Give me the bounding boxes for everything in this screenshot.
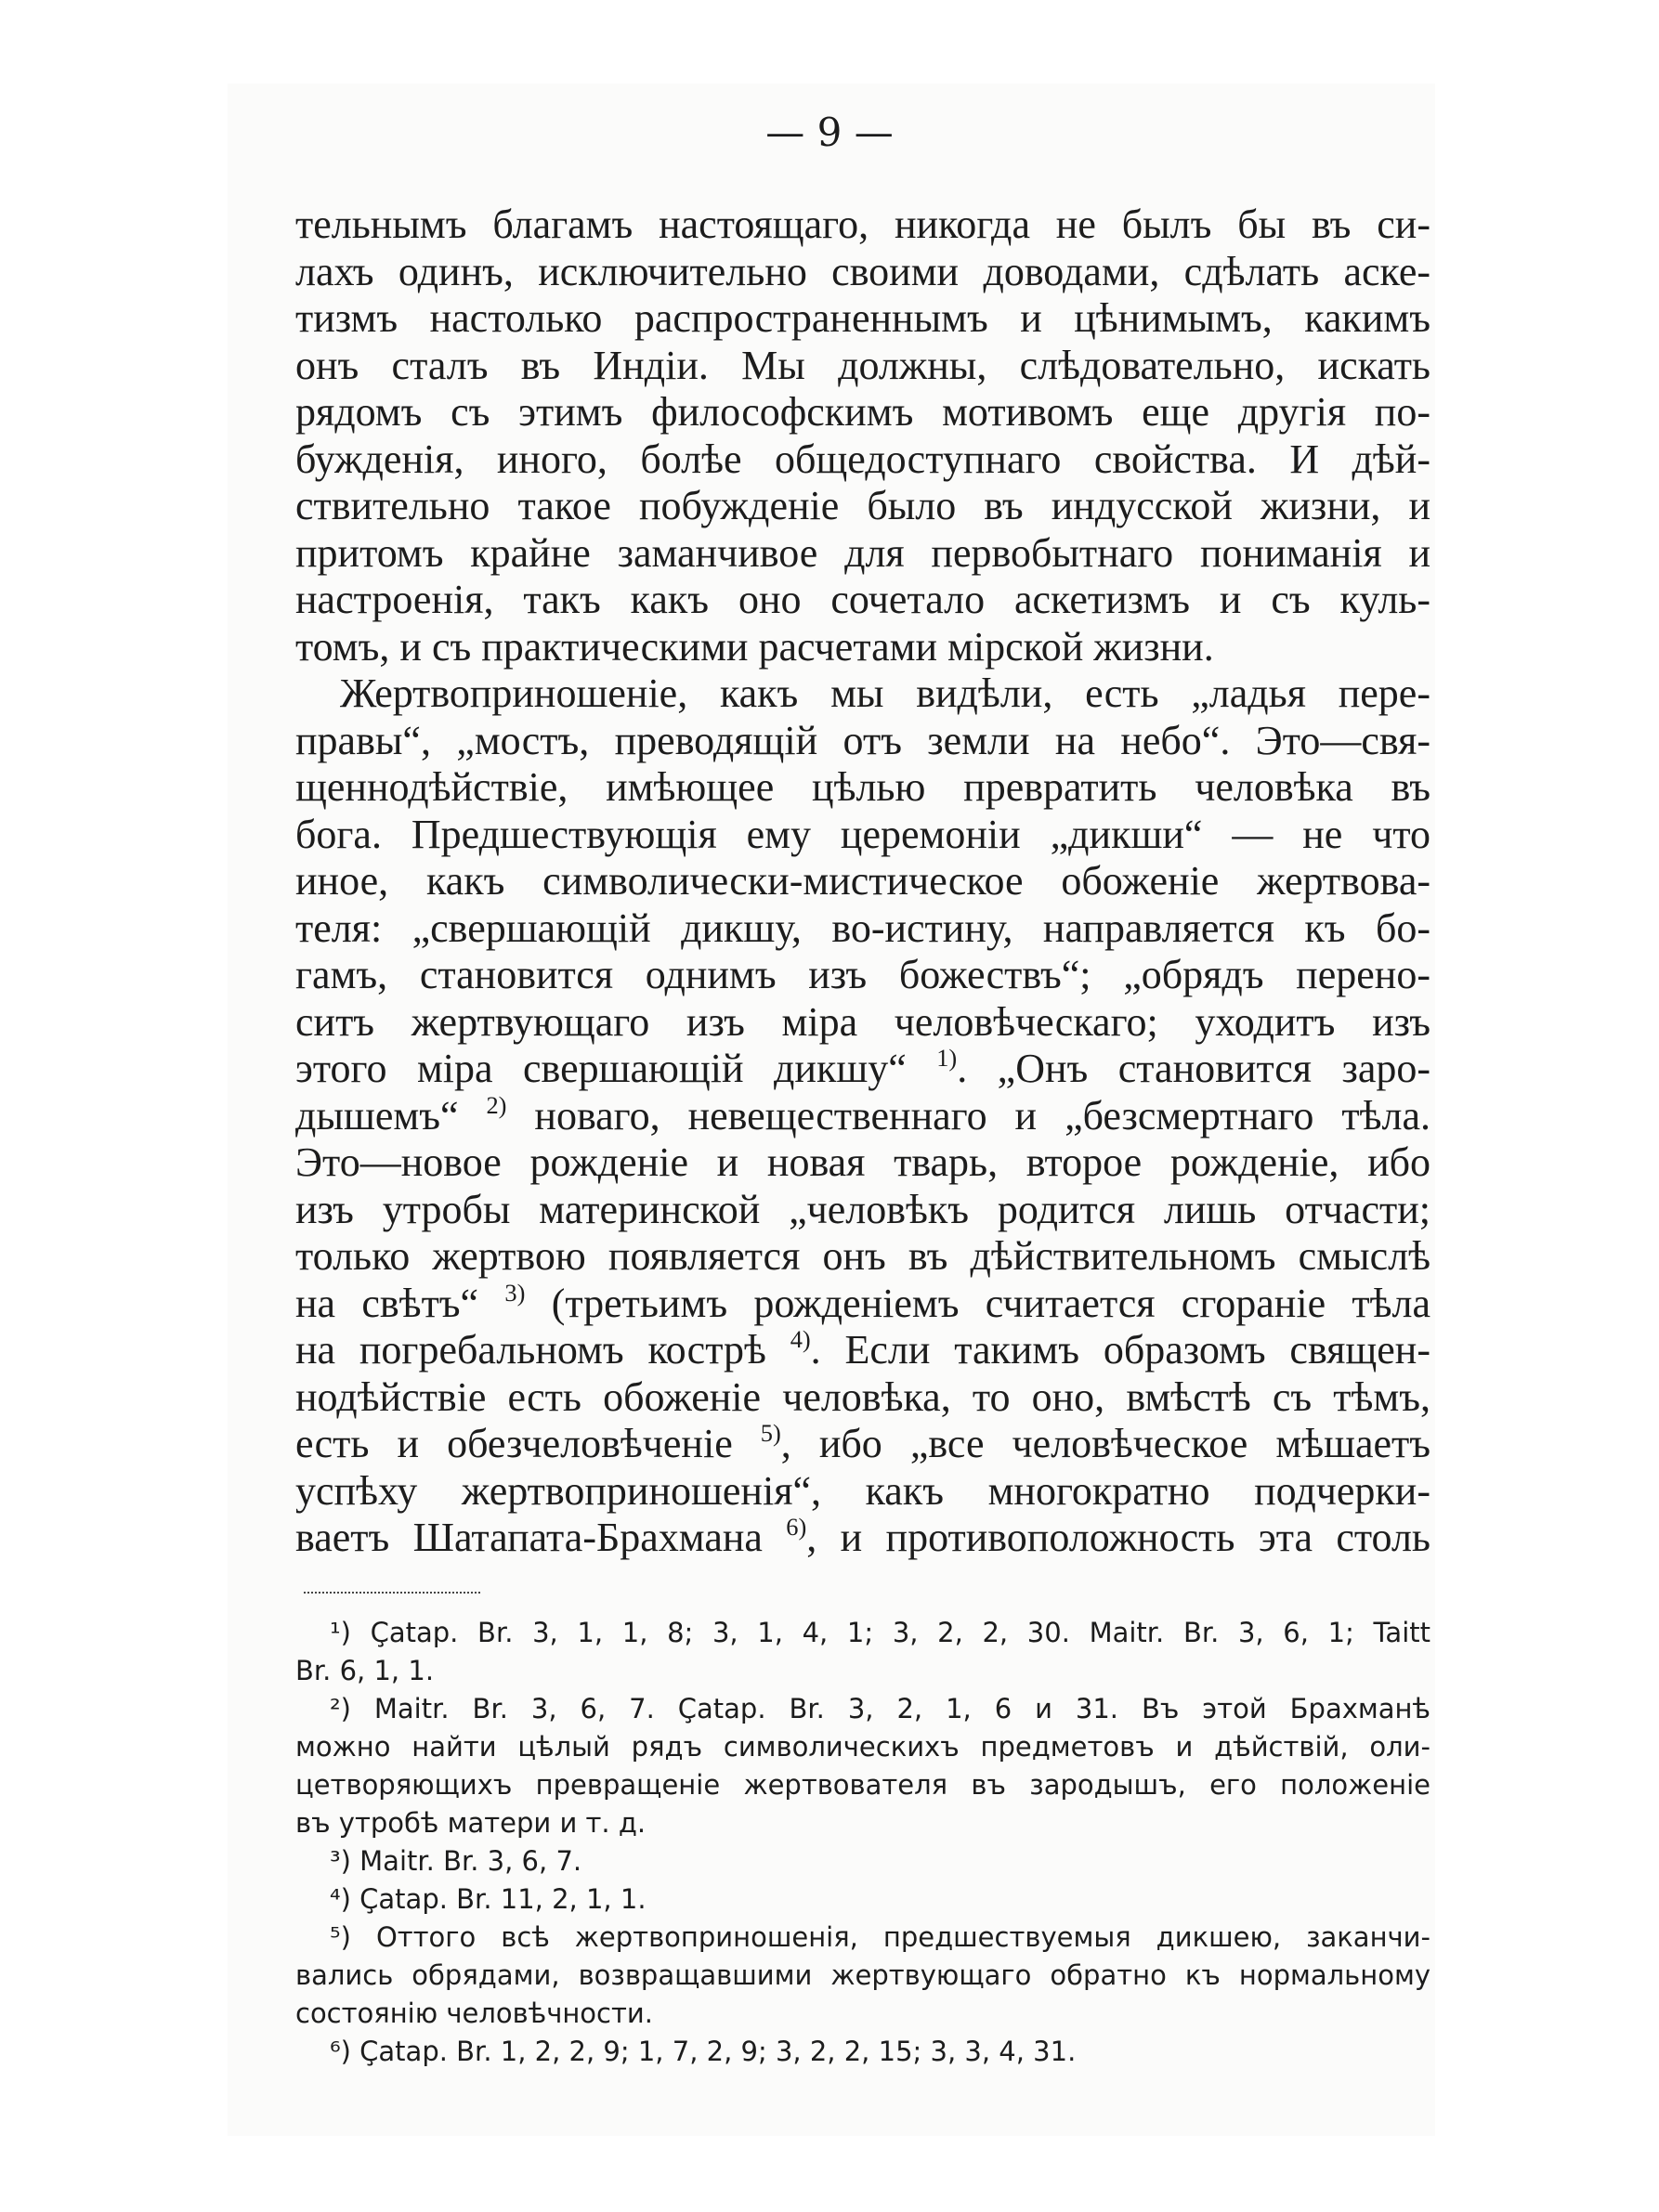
text-segment: есть и обезчеловѣченіе <box>295 1421 733 1466</box>
text-line <box>295 1421 1430 1468</box>
footnote-line: въ утробѣ матери и т. д. <box>295 1807 647 1839</box>
footnote-ref: 4) <box>790 1325 811 1354</box>
text-line: лахъ одинъ, исключительно своими доводами, сдѣлать аске- <box>295 248 1430 294</box>
text-line: тельнымъ благамъ настоящаго, никогда не былъ бы въ си- <box>295 202 1430 247</box>
text-segment: ваетъ Шатапата-Брахмана <box>295 1515 763 1560</box>
text-line <box>295 1327 1430 1374</box>
text-line <box>295 1278 1431 1328</box>
text-line: успѣху жертвоприношенія“, какъ многократно подчерки- <box>295 1467 1430 1514</box>
text-line: гамъ, становится однимъ изъ божествъ“; „обрядъ перено- <box>295 952 1430 997</box>
text-line <box>295 1090 1430 1140</box>
footnote-line: ¹) Çatap. Br. 3, 1, 1, 8; 3, 1, 4, 1; 3, 2, 2, 30. Maitr. Br. 3, 6, 1; Taitt <box>330 1617 1430 1648</box>
page-number: — 9 — <box>765 110 894 155</box>
text-line: ситъ жертвующаго изъ міра человѣческаго; уходитъ изъ <box>295 998 1430 1045</box>
footnote-rule <box>304 1592 480 1594</box>
text-line: Жертвоприношеніе, какъ мы видѣли, есть „ладья пере- <box>340 670 1430 716</box>
text-segment: (третьимъ рожденіемъ считается сгораніе тѣла <box>525 1280 1431 1326</box>
text-line: тизмъ настолько распространеннымъ и цѣнимымъ, какимъ <box>295 295 1430 341</box>
footnote-ref: 6) <box>786 1513 807 1542</box>
footnote-ref: 2) <box>486 1090 507 1119</box>
text-line <box>295 1515 1430 1562</box>
footnotes <box>295 1614 1430 2071</box>
text-line: онъ сталъ въ Индіи. Мы должны, слѣдовательно, искать <box>295 342 1430 388</box>
text-segment: этого міра свершающій дикшу“ <box>295 1046 907 1091</box>
text-segment: на свѣтъ“ <box>295 1280 479 1326</box>
text-line: Это—новое рожденіе и новая тварь, второе рожденіе, ибо <box>295 1139 1430 1185</box>
text-line: правы“, „мостъ, преводящій отъ земли на небо“. Это—свя- <box>295 717 1430 763</box>
footnote-line: цетворяющихъ превращеніе жертвователя въ зародышъ, его положеніе <box>295 1769 1430 1801</box>
footnote-line: состоянію человѣчности. <box>295 1997 653 2029</box>
text-line: бога. Предшествующія ему церемоніи „дикши“ — не что <box>295 811 1430 857</box>
main-text <box>295 202 1430 1562</box>
text-line: иное, какъ символически-мистическое обоженіе жертвова- <box>295 858 1430 904</box>
text-line: притомъ крайне заманчивое для первобытнаго пониманія и <box>295 529 1430 576</box>
text-line: ствительно такое побужденіе было въ индусской жизни, и <box>295 483 1430 528</box>
text-line: только жертвою появляется онъ въ дѣйствительномъ смыслѣ <box>295 1233 1430 1279</box>
footnote-line: ⁵) Оттого всѣ жертвоприношенія, предшествуемыя дикшею, заканчи- <box>330 1921 1430 1953</box>
text-line: бужденія, иного, болѣе общедоступнаго свойства. И дѣй- <box>295 436 1430 482</box>
footnote-ref: 1) <box>936 1044 958 1073</box>
text-line <box>295 1046 1430 1093</box>
footnote-line: Br. 6, 1, 1. <box>295 1655 435 1686</box>
text-segment: . Если такимъ образомъ священ- <box>810 1327 1430 1373</box>
text-segment: . „Онъ становится заро- <box>957 1046 1431 1091</box>
text-line: щеннодѣйствіе, имѣющее цѣлью превратить человѣка въ <box>295 764 1430 810</box>
text-segment: , ибо „все человѣческое мѣшаетъ <box>780 1421 1431 1466</box>
text-segment: на погребальномъ кострѣ <box>295 1327 766 1373</box>
text-line: настроенія, такъ какъ оно сочетало аскетизмъ и съ куль- <box>295 577 1430 622</box>
text-line: изъ утробы материнской „человѣкъ родится лишь отчасти; <box>295 1186 1430 1232</box>
footnote-line: ⁴) Çatap. Br. 11, 2, 1, 1. <box>330 1883 647 1915</box>
footnote-line: ³) Maitr. Br. 3, 6, 7. <box>330 1845 582 1877</box>
footnote-ref: 3) <box>504 1278 526 1307</box>
footnote-line: можно найти цѣлый рядъ символическихъ предметовъ и дѣйствій, оли- <box>295 1731 1430 1763</box>
text-line: теля: „свершающій дикшу, во-истину, направляется къ бо- <box>295 904 1430 951</box>
text-segment: дышемъ“ <box>295 1092 459 1139</box>
text-segment: новаго, невещественнаго и „безсмертнаго тѣла. <box>506 1092 1430 1139</box>
footnote-line: вались обрядами, возвращавшими жертвующаго обратно къ нормальному <box>295 1959 1430 1991</box>
footnote-line: ²) Maitr. Br. 3, 6, 7. Çatap. Br. 3, 2, 1, 6 и 31. Въ этой Брахманѣ <box>330 1693 1430 1724</box>
text-line: рядомъ съ этимъ философскимъ мотивомъ еще другія по- <box>295 389 1430 435</box>
text-line: томъ, и съ практическими расчетами мірской жизни. <box>295 623 1214 670</box>
footnote-line: ⁶) Çatap. Br. 1, 2, 2, 9; 1, 7, 2, 9; 3, 2, 2, 15; 3, 3, 4, 31. <box>330 2036 1077 2067</box>
footnote-ref: 5) <box>760 1419 781 1448</box>
text-segment: , и противоположность эта столь <box>806 1515 1430 1560</box>
text-line: нодѣйствіе есть обоженіе человѣка, то оно, вмѣстѣ съ тѣмъ, <box>295 1373 1430 1420</box>
